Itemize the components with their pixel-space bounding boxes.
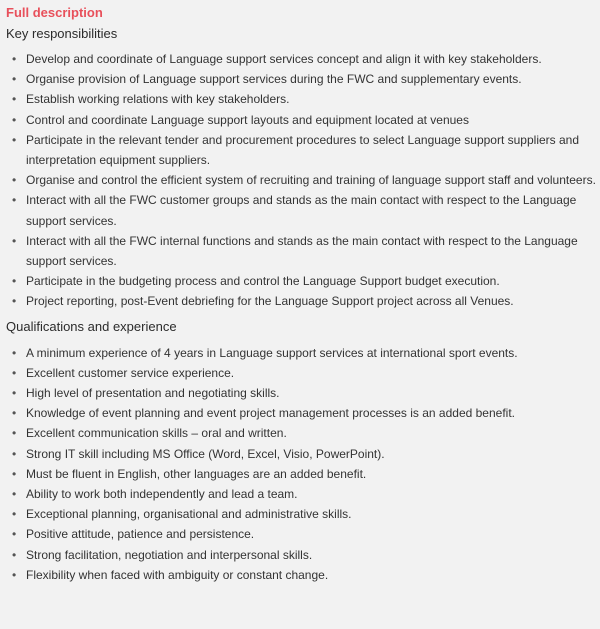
qualifications-list — [6, 343, 600, 585]
bullet-icon: • — [12, 386, 17, 401]
bullet-icon: • — [12, 446, 17, 461]
list-item: • Participate in the relevant tender and procurement procedures to select Language support suppliers and interpretation equipment suppliers. — [6, 130, 596, 170]
bullet-icon: • — [12, 193, 17, 208]
bullet-icon: • — [12, 507, 17, 522]
bullet-icon: • — [12, 567, 17, 582]
list-item: • Organise provision of Language support services during the FWC and supplementary events. — [6, 69, 596, 89]
list-item: • Interact with all the FWC customer groups and stands as the main contact with respect to the Language support services. — [6, 190, 596, 230]
bullet-icon: • — [12, 72, 17, 87]
list-item: • Establish working relations with key stakeholders. — [6, 89, 596, 109]
list-item: • Control and coordinate Language support layouts and equipment located at venues — [6, 110, 596, 130]
bullet-icon: • — [12, 547, 17, 562]
bullet-icon: • — [12, 406, 17, 421]
list-item: • Organise and control the efficient system of recruiting and training of language support staff and volunteers. — [6, 170, 596, 190]
bullet-icon: • — [12, 132, 17, 147]
bullet-icon: • — [12, 52, 17, 66]
list-item: • Interact with all the FWC internal functions and stands as the main contact with respect to the Language support services. — [6, 231, 596, 271]
full-description-title: Full description — [6, 5, 103, 20]
list-item: • High level of presentation and negotiating skills. — [6, 383, 596, 403]
list-item: • Excellent customer service experience. — [6, 363, 596, 383]
list-item: • Exceptional planning, organisational and administrative skills. — [6, 504, 596, 524]
bullet-icon: • — [12, 112, 17, 127]
key-responsibilities-heading: Key responsibilities — [6, 26, 118, 41]
list-item: • Participate in the budgeting process and control the Language Support budget execution. — [6, 271, 596, 291]
bullet-icon: • — [12, 527, 17, 542]
list-item: • Knowledge of event planning and event project management processes is an added benefit. — [6, 403, 596, 423]
bullet-icon: • — [12, 233, 17, 248]
bullet-icon: • — [12, 487, 17, 502]
list-item: • Develop and coordinate of Language support services concept and align it with key stakeholders. — [6, 49, 596, 69]
bullet-icon: • — [12, 365, 17, 380]
bullet-icon: • — [12, 92, 17, 107]
list-item: • Flexibility when faced with ambiguity or constant change. — [6, 565, 596, 585]
list-item: • Project reporting, post-Event debriefing for the Language Support project across all Venues. — [6, 291, 596, 311]
bullet-icon: • — [12, 466, 17, 481]
key-responsibilities-list — [6, 49, 600, 312]
bullet-icon: • — [12, 173, 17, 188]
list-item: • Must be fluent in English, other languages are an added benefit. — [6, 464, 596, 484]
list-item: • Strong facilitation, negotiation and interpersonal skills. — [6, 545, 596, 565]
list-item: • A minimum experience of 4 years in Language support services at international sport events. — [6, 343, 596, 363]
list-item: • Ability to work both independently and lead a team. — [6, 484, 596, 504]
list-item: • Excellent communication skills – oral and written. — [6, 423, 596, 443]
bullet-icon: • — [12, 294, 17, 309]
list-item: • Strong IT skill including MS Office (Word, Excel, Visio, PowerPoint). — [6, 444, 596, 464]
list-item: • Positive attitude, patience and persistence. — [6, 524, 596, 544]
bullet-icon: • — [12, 345, 17, 360]
qualifications-heading: Qualifications and experience — [6, 318, 177, 334]
bullet-icon: • — [12, 426, 17, 441]
bullet-icon: • — [12, 274, 17, 289]
